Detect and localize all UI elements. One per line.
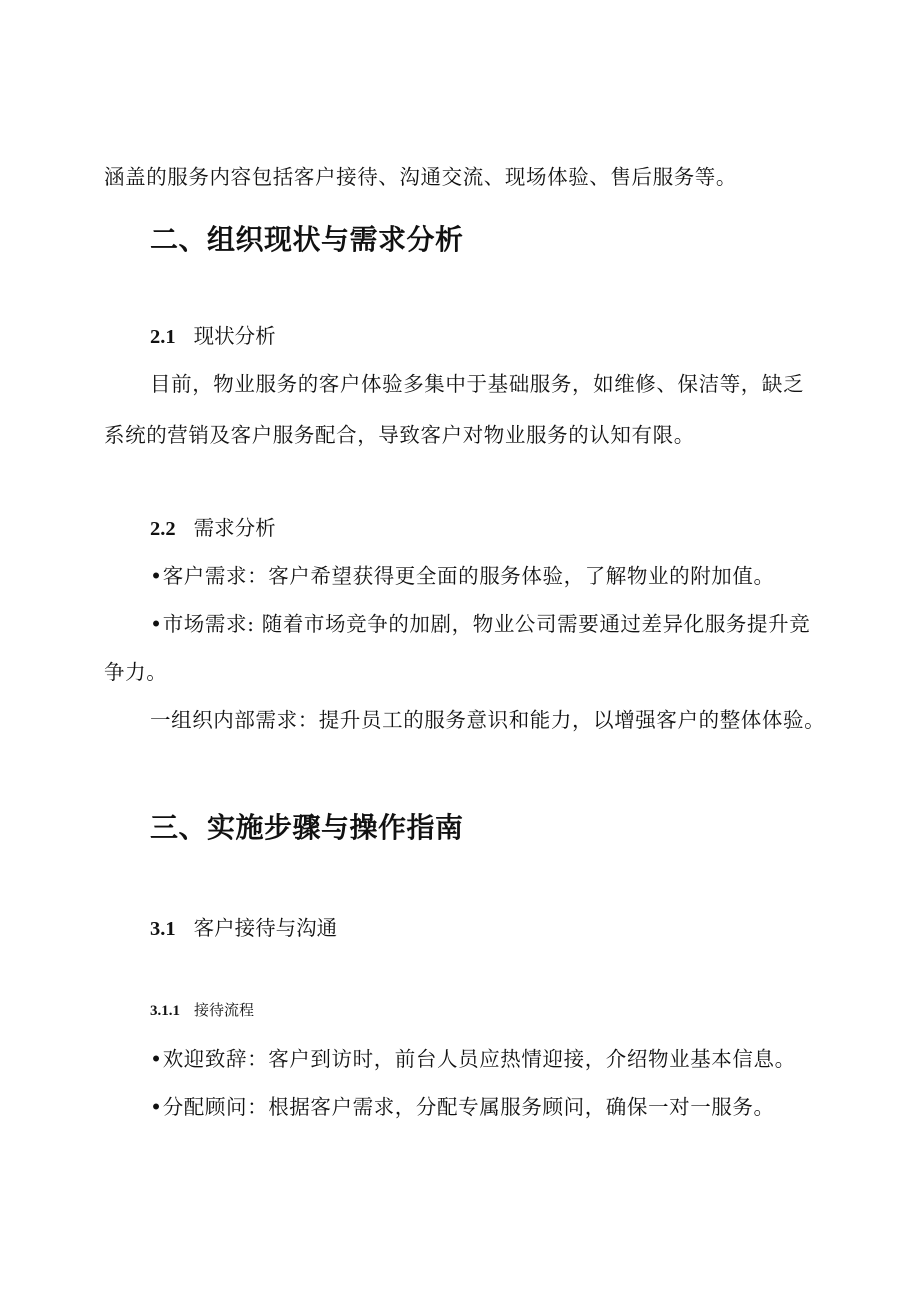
market-needs-bullet-line-2: 争力。 [104, 660, 168, 684]
subsection-2-2-title: 需求分析 [193, 516, 276, 540]
subsection-2-1-number: 2.1 [150, 326, 176, 348]
subsubsection-3-1-1-title: 接待流程 [194, 1001, 255, 1019]
internal-needs-bullet: 一组织内部需求：提升员工的服务意识和能力，以增强客户的整体体验。 [150, 708, 826, 732]
intro-paragraph: 涵盖的服务内容包括客户接待、沟通交流、现场体验、售后服务等。 [104, 165, 737, 189]
subsection-3-1-title: 客户接待与沟通 [193, 916, 338, 940]
subsection-2-1-heading [150, 319, 276, 349]
section-2-heading: 二、组织现状与需求分析 [150, 223, 464, 256]
subsubsection-3-1-1-heading [150, 999, 254, 1020]
assign-consultant-bullet: •分配顾问：根据客户需求，分配专属服务顾问，确保一对一服务。 [150, 1095, 775, 1119]
subsubsection-3-1-1-number: 3.1.1 [150, 1003, 180, 1019]
subsection-3-1-number: 3.1 [150, 918, 176, 940]
section-3-heading: 三、实施步骤与操作指南 [150, 811, 464, 844]
status-paragraph-line-1: 目前，物业服务的客户体验多集中于基础服务，如维修、保洁等，缺乏 [150, 372, 805, 396]
customer-needs-bullet: •客户需求：客户希望获得更全面的服务体验，了解物业的附加值。 [150, 564, 775, 588]
subsection-2-1-title: 现状分析 [193, 324, 276, 348]
market-needs-bullet-line-1: •市场需求: 随着市场竞争的加剧，物业公司需要通过差异化服务提升竞 [150, 612, 811, 636]
subsection-2-2-number: 2.2 [150, 518, 176, 540]
status-paragraph-line-2: 系统的营销及客户服务配合，导致客户对物业服务的认知有限。 [104, 423, 695, 447]
subsection-3-1-heading [150, 911, 337, 941]
subsection-2-2-heading [150, 511, 276, 541]
welcome-bullet: •欢迎致辞：客户到访时，前台人员应热情迎接，介绍物业基本信息。 [150, 1047, 796, 1071]
